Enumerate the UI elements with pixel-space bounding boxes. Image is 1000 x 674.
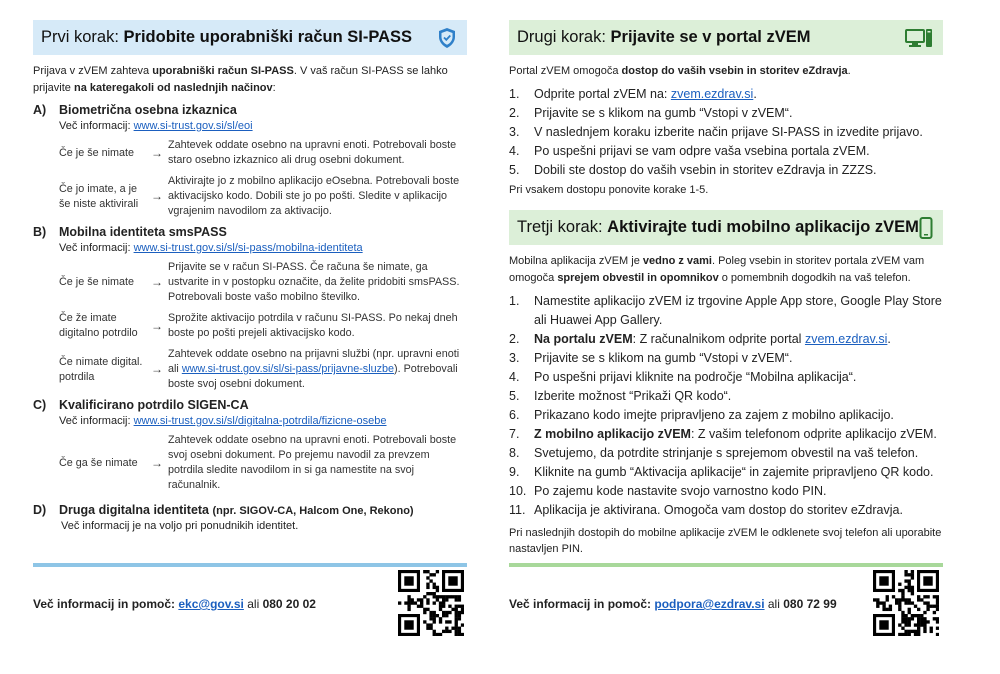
left-divider (33, 563, 467, 567)
step3-list (509, 292, 943, 520)
list-item: 1. Namestite aplikacijo zVEM iz trgovine Apple App store, Google Play Store ali Huawei App Gallery. (509, 294, 942, 327)
shield-icon (437, 27, 457, 49)
section-a: A) Biometrična osebna izkaznica Več informacij: www.si-trust.gov.si/sl/eoi Če je še nimate → Zahtevek oddate osebno na upravni enoti. Potrebovali boste staro osebno izkaznico ali drug osebni dokument. Če jo imate, a je še niste aktivirali → Aktivirajte jo z mobilno aplikacijo eOsebna. Potrebovali boste aktivacijsko kodo. Dobili ste jo po pošti. Sledite v aplikacijo vgrajenim navodilom za aktivacijo. (33, 103, 467, 219)
arrow-right-icon: → (151, 189, 163, 203)
section-title: Biometrična osebna izkaznica (59, 103, 237, 117)
case-row: Če je še nimate → Zahtevek oddate osebno na upravni enoti. Potrebovali boste staro osebno izkaznico ali drug osebni dokument. (59, 139, 457, 166)
email-link[interactable]: podpora@ezdrav.si (654, 597, 765, 611)
fizicne-osebe-link[interactable]: www.si-trust.gov.si/sl/digitalna-potrdila/fizicne-osebe (133, 415, 387, 427)
zvem-link[interactable]: zvem.ezdrav.si (670, 87, 754, 101)
list-item: 9. Kliknite na gumb “Aktivacija aplikacije“ in zajemite pripravljeno QR kodo. (509, 465, 934, 479)
step1-header (33, 20, 467, 55)
qr-code-right (873, 570, 939, 636)
qr-code-left (398, 570, 464, 636)
list-item: 3. V naslednjem koraku izberite način prijave SI-PASS in izvedite prijavo. (509, 125, 923, 139)
section-c: C) Kvalificirano potrdilo SIGEN-CA Več informacij: www.si-trust.gov.si/sl/digitalna-potrdila/fizicne-osebe Če ga še nimate → Zahtevek oddate osebno na upravni enoti. Potrebovali boste svoj osebni dokument. Po prejemu navodil za prevzem potrdila sledite navodilom in si ga namestite na svoj računalnik. (33, 398, 467, 493)
list-item: 5. Izberite možnost “Prikaži QR kodo“. (509, 389, 732, 403)
case-row: Če nimate digital. potrdila → Zahtevek oddate osebno na prijavni službi (npr. upravni enoti ali www.si-trust.gov.si/sl/si-pass/prijavne-sluzbe). Potrebovali boste svoj osebni dokument. (59, 348, 460, 390)
list-item: 8. Svetujemo, da potrdite strinjanje s sprejemom obvestil na vaš telefon. (509, 446, 919, 460)
right-column (509, 20, 943, 557)
list-item: 7. Z mobilno aplikacijo zVEM: Z vašim telefonom odprite aplikacijo zVEM. (509, 427, 937, 441)
computer-icon (905, 28, 933, 48)
step1-title: Pridobite uporabniški račun SI-PASS (123, 28, 413, 46)
list-item: 10. Po zajemu kode nastavite svojo varnostno kodo PIN. (509, 484, 827, 498)
right-divider (509, 563, 943, 567)
list-item: 11. Aplikacija je aktivirana. Omogoča vam dostop do storitev eZdravja. (509, 503, 903, 517)
prijavne-sluzbe-link[interactable]: www.si-trust.gov.si/sl/si-pass/prijavne-sluzbe (181, 363, 395, 375)
arrow-right-icon: → (151, 275, 163, 289)
email-link[interactable]: ekc@gov.si (178, 597, 244, 611)
list-item: 2. Na portalu zVEM: Z računalnikom odprite portal zvem.ezdrav.si. (509, 332, 891, 346)
step2-intro: Portal zVEM omogoča dostop do vaših vsebin in storitev eZdravja. (509, 65, 851, 77)
case-row: Če je še nimate → Prijavite se v račun SI-PASS. Če računa še nimate, ga ustvarite in v postopku označite, da želite pridobiti smsPASS. Potrebovali boste vašo mobilno številko. (59, 261, 460, 303)
list-item: 1. Odprite portal zVEM na: zvem.ezdrav.si. (509, 87, 757, 101)
arrow-right-icon: → (151, 362, 163, 376)
list-item: 5. Dobili ste dostop do vaših vsebin in storitev eZdravja in ZZZS. (509, 163, 877, 177)
list-item: 3. Prijavite se s klikom na gumb “Vstopi v zVEM“. (509, 351, 793, 365)
case-row: Če jo imate, a je še niste aktivirali → Aktivirajte jo z mobilno aplikacijo eOsebna. Potrebovali boste aktivacijsko kodo. Dobili ste jo po pošti. Sledite v aplikacijo vgrajenim navodilom za aktivacijo. (59, 175, 460, 217)
section-title: Kvalificirano potrdilo SIGEN-CA (59, 398, 249, 412)
left-column (33, 20, 467, 532)
section-title: Mobilna identiteta smsPASS (59, 225, 227, 239)
case-row: Če že imate digitalno potrdilo → Sprožite aktivacijo potrdila v računu SI-PASS. Po nekaj dneh boste po pošti prejeli aktivacijsko kodo. (59, 312, 458, 339)
section-d: D) Druga digitalna identiteta (npr. SIGOV-CA, Halcom One, Rekono) Več informacij je na voljo pri ponudnikih identitet. (33, 503, 414, 532)
left-footer: Več informacij in pomoč: ekc@gov.si ali 080 20 02 (33, 597, 316, 611)
arrow-right-icon: → (151, 145, 163, 160)
step2-header: Drugi korak: Prijavite se v portal zVEM (509, 20, 943, 55)
step3-intro: Mobilna aplikacija zVEM je vedno z vami. Poleg vsebin in storitev portala zVEM vam omogoča sprejem obvestil in opomnikov o pomembnih dogodkih na vaš telefon. (509, 255, 925, 284)
case-row: Če ga še nimate → Zahtevek oddate osebno na upravni enoti. Potrebovali boste svoj osebni dokument. Po prejemu navodil za prevzem potrdila sledite navodilom in si ga namestite na svoj računalnik. (59, 434, 457, 491)
mobilna-identiteta-link[interactable]: www.si-trust.gov.si/sl/si-pass/mobilna-identiteta (133, 242, 363, 254)
step2-note: Pri vsakem dostopu ponovite korake 1-5. (509, 184, 709, 196)
step2-list (509, 85, 943, 180)
right-footer: Več informacij in pomoč: podpora@ezdrav.si ali 080 72 99 (509, 597, 837, 611)
list-item: 4. Po uspešni prijavi kliknite na področje “Mobilna aplikacija“. (509, 370, 857, 384)
list-item: 4. Po uspešni prijavi se vam odpre vaša vsebina portala zVEM. (509, 144, 870, 158)
step1-prefix: Prvi korak: (41, 28, 119, 46)
step1-intro: Prijava v zVEM zahteva uporabniški račun SI-PASS. V vaš račun SI-PASS se lahko prijavite na kateregakoli od naslednjih načinov: (33, 65, 448, 94)
list-item: 6. Prikazano kodo imejte pripravljeno za zajem z mobilno aplikacijo. (509, 408, 894, 422)
section-b: B) Mobilna identiteta smsPASS Več informacij: www.si-trust.gov.si/sl/si-pass/mobilna-identiteta Če je še nimate → Prijavite se v račun SI-PASS. Če računa še nimate, ga ustvarite in v postopku označite, da želite pridobiti smsPASS. Potrebovali boste vašo mobilno številko. Če že imate digitalno potrdilo → Sprožite aktivacijo potrdila v računu SI-PASS. Po nekaj dneh boste po pošti prejeli aktivacijsko kodo. Če nimate digital. potrdila → Zahtevek oddate osebno na prijavni službi (npr. upravni enoti ali www.si-trust.gov.si/sl/si-pass/prijavne-sluzbe). Potrebovali boste svoj osebni dokument. (33, 225, 467, 392)
step3-header: Tretji korak: Aktivirajte tudi mobilno aplikacijo zVEM (509, 210, 943, 245)
arrow-right-icon: → (151, 318, 163, 333)
list-item: 2. Prijavite se s klikom na gumb “Vstopi v zVEM“. (509, 106, 793, 120)
mobile-phone-icon (919, 217, 933, 239)
zvem-link[interactable]: zvem.ezdrav.si (804, 332, 888, 346)
arrow-right-icon: → (151, 455, 163, 470)
eoi-link[interactable]: www.si-trust.gov.si/sl/eoi (133, 120, 253, 132)
section-title: Druga digitalna identiteta (59, 503, 213, 517)
step3-note: Pri naslednjih dostopih do mobilne aplikacije zVEM le odklenete svoj telefon ali uporabite nastavljen PIN. (509, 527, 942, 555)
